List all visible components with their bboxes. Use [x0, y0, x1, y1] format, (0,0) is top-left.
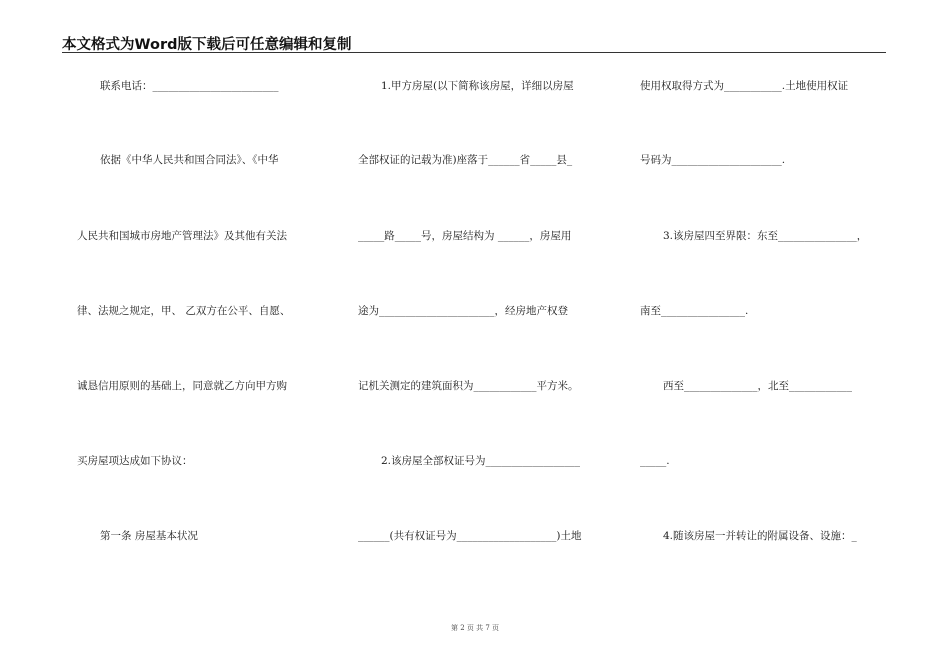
col2-line: 1.甲方房屋(以下简称该房屋，详细以房屋: [381, 80, 574, 92]
col3-line: 3.该房屋四至界限：东至_______________，: [663, 230, 868, 242]
col2-line: 记机关测定的建筑面积为____________平方米。: [358, 380, 579, 392]
col3-line: 号码为_____________________.: [640, 154, 786, 166]
col3-line: 西至______________，北至____________: [663, 380, 852, 392]
col1-line: 人民共和国城市房地产管理法》及其他有关法: [77, 230, 287, 242]
page-header-title: 本文格式为Word版下载后可任意编辑和复制: [62, 37, 352, 53]
col3-line: _____.: [640, 455, 670, 467]
col1-line: 律、法规之规定，甲、 乙双方在公平、自愿、: [77, 305, 291, 317]
col1-line: 联系电话：________________________: [100, 80, 279, 92]
col2-line: 2.该房屋全部权证号为__________________: [381, 455, 581, 467]
col3-line: 南至________________.: [640, 305, 749, 317]
col3-line: 4.随该房屋一并转让的附属设备、设施：_: [663, 530, 857, 542]
col2-line: 全部权证的记载为准)座落于______省_____县_: [358, 154, 573, 166]
col1-line: 买房屋项达成如下协议：: [77, 455, 193, 467]
col2-line: _____路_____号，房屋结构为 ______，房屋用: [358, 230, 572, 242]
col3-line: 使用权取得方式为___________.土地使用权证: [640, 80, 849, 92]
col2-line: 途为______________________，经房地产权登: [358, 305, 568, 317]
col1-line: 依据《中华人民共和国合同法》、《中华: [100, 154, 279, 166]
col1-line: 第一条 房屋基本状况: [100, 530, 198, 542]
col1-line: 诚恳信用原则的基础上，同意就乙方向甲方购: [77, 380, 287, 392]
page-number-footer: 第 2 页 共 7 页: [450, 624, 500, 632]
col2-line: ______(共有权证号为___________________)土地: [358, 530, 582, 542]
header-divider: [62, 52, 886, 53]
